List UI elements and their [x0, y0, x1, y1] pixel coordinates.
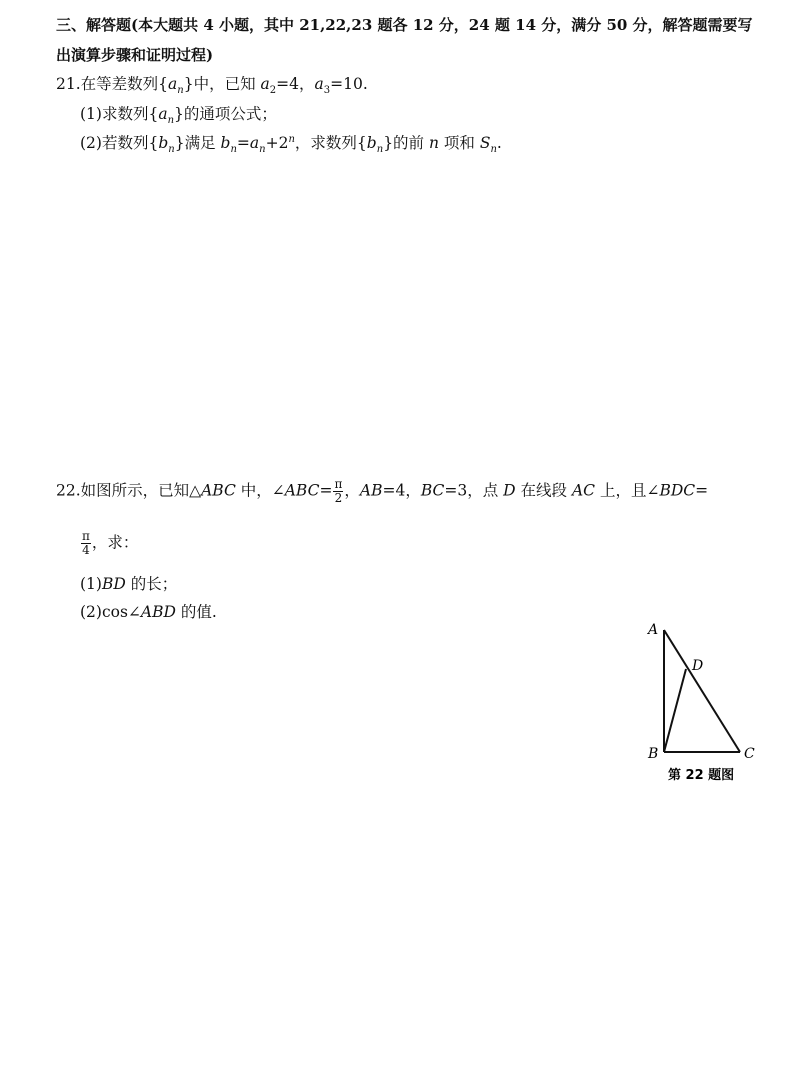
- q22-part2: (2)cos∠ABD 的值.: [80, 603, 217, 621]
- vertex-label-c: C: [744, 746, 755, 762]
- q21-part2: (2)若数列$\{b_n\}$满足 $b_n=a_n+2^n$，求数列$\{b_n\}$的前 n 项和 $S_n$.: [80, 133, 502, 156]
- vertex-label-b: B: [648, 746, 659, 762]
- q21-stem: 21.在等差数列$\{a_n\}$中，已知 $a_2=4$，$a_3=10$.: [56, 75, 368, 97]
- q22-stem-cont: $\frac{\pi}{4}$ ，求：: [82, 529, 139, 557]
- section-heading-line2: 出演算步骤和证明过程): [56, 46, 214, 64]
- q22-stem: 22.如图所示，已知△ABC 中，∠ABC= $\frac{\pi}{2}$ ，AB=4，BC=3，点 D 在线段 AC 上，且∠BDC=: [56, 477, 709, 505]
- triangle-diagram: [640, 618, 770, 788]
- vertex-label-d: D: [692, 658, 704, 674]
- segment-bd: [664, 669, 686, 752]
- figure-caption: 第 22 题图: [668, 768, 735, 783]
- q21-number: 21.: [56, 75, 81, 93]
- fraction-pi-over-2: $\frac{\pi}{2}$: [334, 477, 343, 505]
- q21-part1: (1)求数列$\{a_n\}$的通项公式；: [80, 105, 277, 127]
- segment-ac: [664, 630, 740, 752]
- vertex-label-a: A: [648, 622, 659, 638]
- q22-part1: (1)BD 的长；: [80, 575, 178, 593]
- triangle-figure: [640, 618, 770, 788]
- fraction-pi-over-4: $\frac{\pi}{4}$: [82, 529, 90, 557]
- section-heading-line1: 三、解答题(本大题共 4 小题，其中 21,22,23 题各 12 分，24 题 14 分，满分 50 分，解答题需要写: [56, 16, 753, 34]
- q22-number: 22.: [56, 481, 81, 500]
